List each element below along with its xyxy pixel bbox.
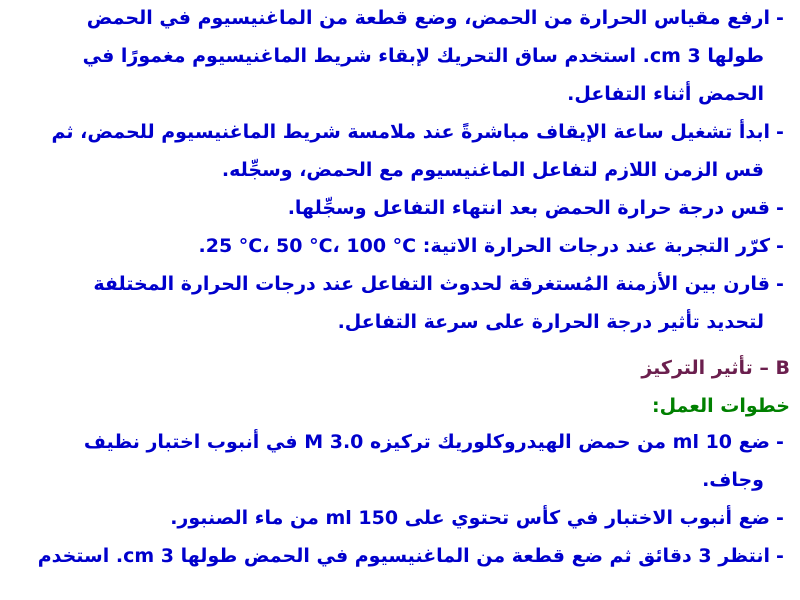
procedure-heading: خطوات العمل: — [651, 395, 790, 417]
step-a1-line1: -ارفع مقياس الحرارة من الحمض، وضع قطعة من الماغنيسيوم في الحمض — [86, 7, 784, 29]
step-a2-line1: -ابدأ تشغيل ساعة الإيقاف مباشرةً عند ملامسة شريط الماغنيسيوم للحمض، ثم — [51, 121, 784, 143]
step-b1-line2: وجاف. — [702, 469, 764, 491]
step-b2: -ضع أنبوب الاختبار في كأس تحتوي على 150 ml من ماء الصنبور. — [170, 507, 784, 529]
step-a5-line1: -قارن بين الأزمنة المُستغرقة لحدوث التفاعل عند درجات الحرارة المختلفة — [93, 273, 784, 295]
step-a1-line3: الحمض أثناء التفاعل. — [567, 83, 764, 105]
step-a4: -كرّر التجربة عند درجات الحرارة الاتية: ‎25 °C، 50 °C، 100 °C‏. — [198, 235, 784, 257]
step-b3: -انتظر 3 دقائق ثم ضع قطعة من الماغنيسيوم في الحمض طولها 3 cm. استخدم — [37, 545, 784, 567]
step-a5-line2: لتحديد تأثير درجة الحرارة على سرعة التفاعل. — [337, 311, 764, 333]
section-b-heading: B – تأثير التركيز — [641, 357, 790, 379]
step-a2-line2: قس الزمن اللازم لتفاعل الماغنيسيوم مع الحمض، وسجِّله. — [221, 159, 764, 181]
step-a3: -قس درجة حرارة الحمض بعد انتهاء التفاعل وسجِّلها. — [287, 197, 784, 219]
step-b1-line1: -ضع 10 ml من حمض الهيدروكلوريك تركيزه 3.0 M في أنبوب اختبار نظيف — [83, 431, 784, 453]
step-a1-line2: طولها 3 cm. استخدم ساق التحريك لإبقاء شريط الماغنيسيوم مغمورًا في — [82, 45, 764, 67]
